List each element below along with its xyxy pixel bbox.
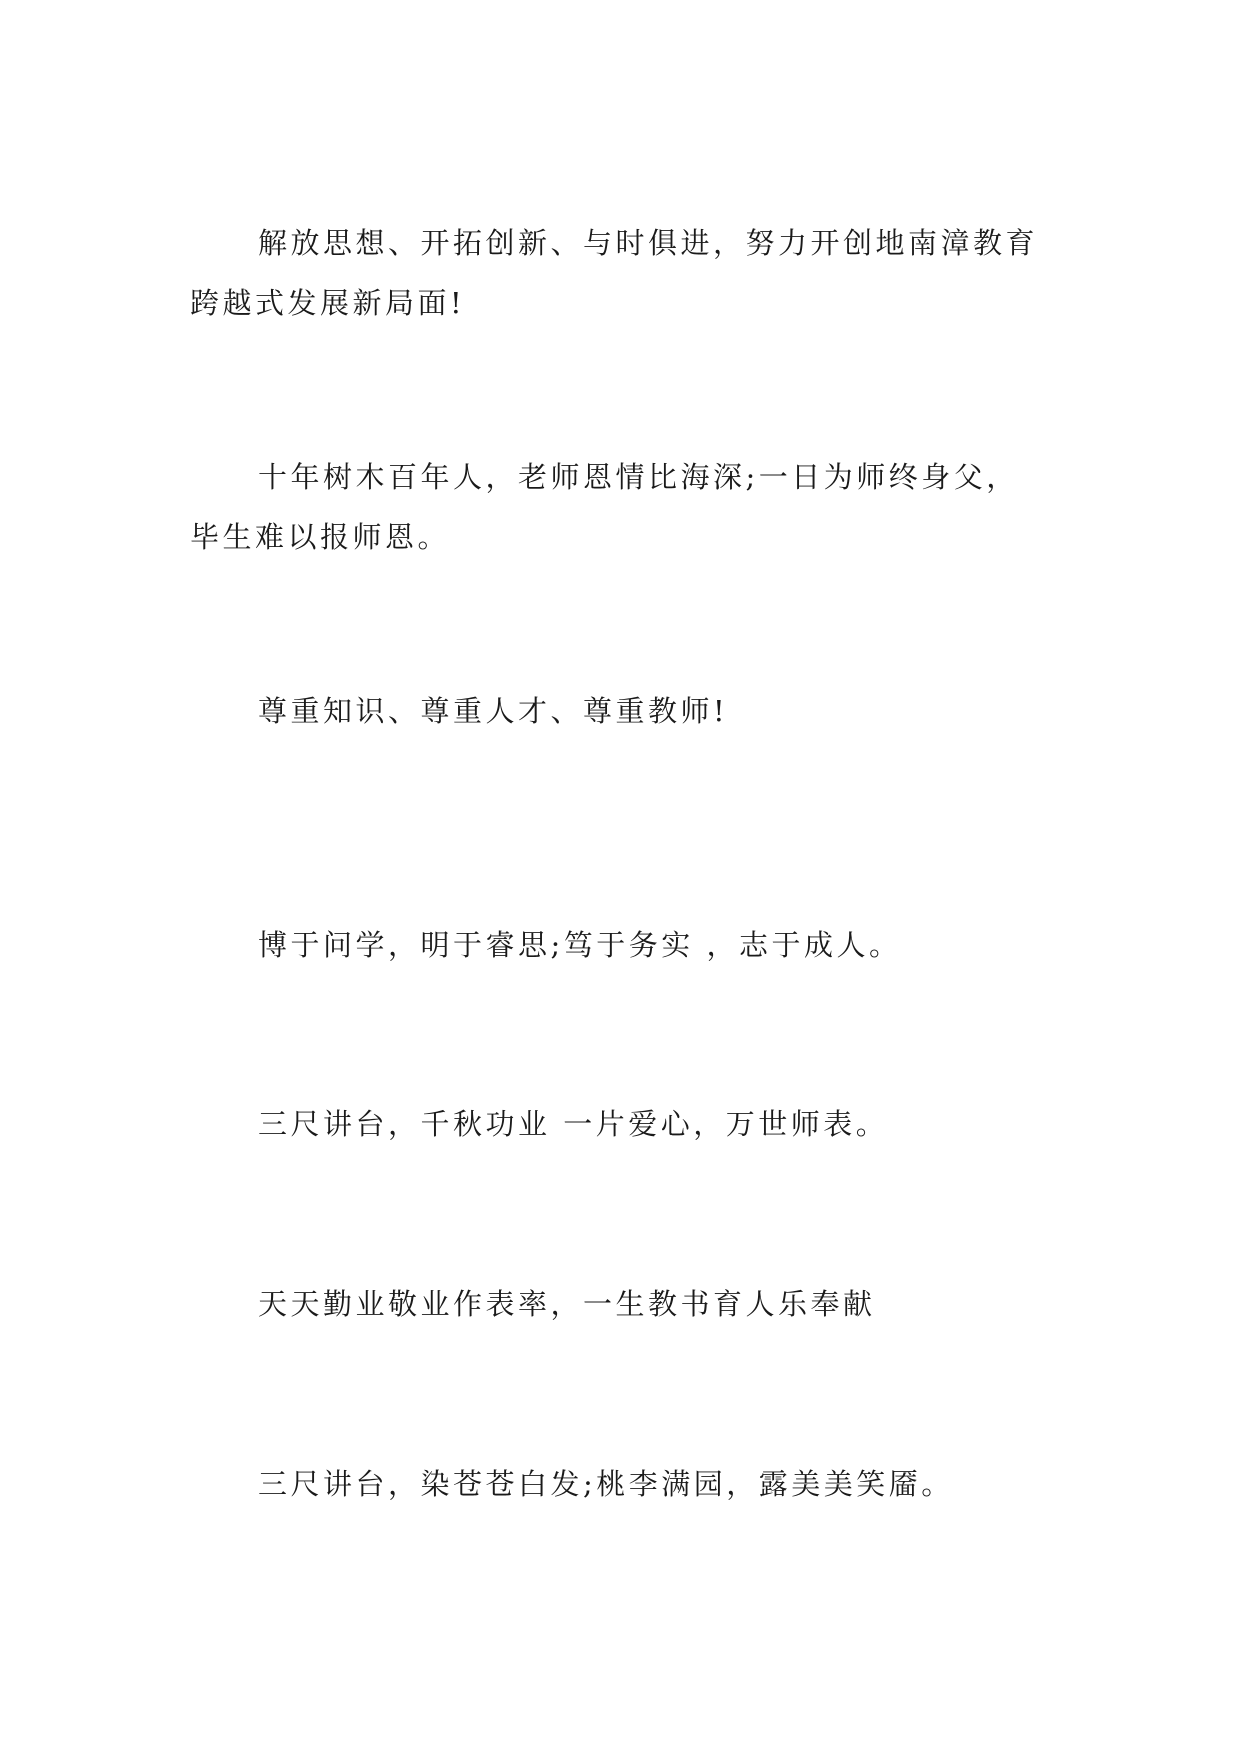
paragraph-2: 十年树木百年人，老师恩情比海深;一日为师终身父，毕生难以报师恩。 (190, 460, 1019, 554)
paragraph-7: 三尺讲台，染苍苍白发;桃李满园，露美美笑靥。 (258, 1467, 954, 1501)
paragraph-3: 尊重知识、尊重人才、尊重教师! (258, 694, 729, 728)
paragraph-6: 天天勤业敬业作表率，一生教书育人乐奉献 (258, 1287, 876, 1321)
paragraph-1: 解放思想、开拓创新、与时俱进，努力开创地南漳教育跨越式发展新局面! (190, 226, 1039, 320)
paragraph-4: 博于问学，明于睿思;笃于务实 ，志于成人。 (258, 928, 902, 962)
paragraph-5: 三尺讲台，千秋功业 一片爱心，万世师表。 (258, 1107, 889, 1141)
